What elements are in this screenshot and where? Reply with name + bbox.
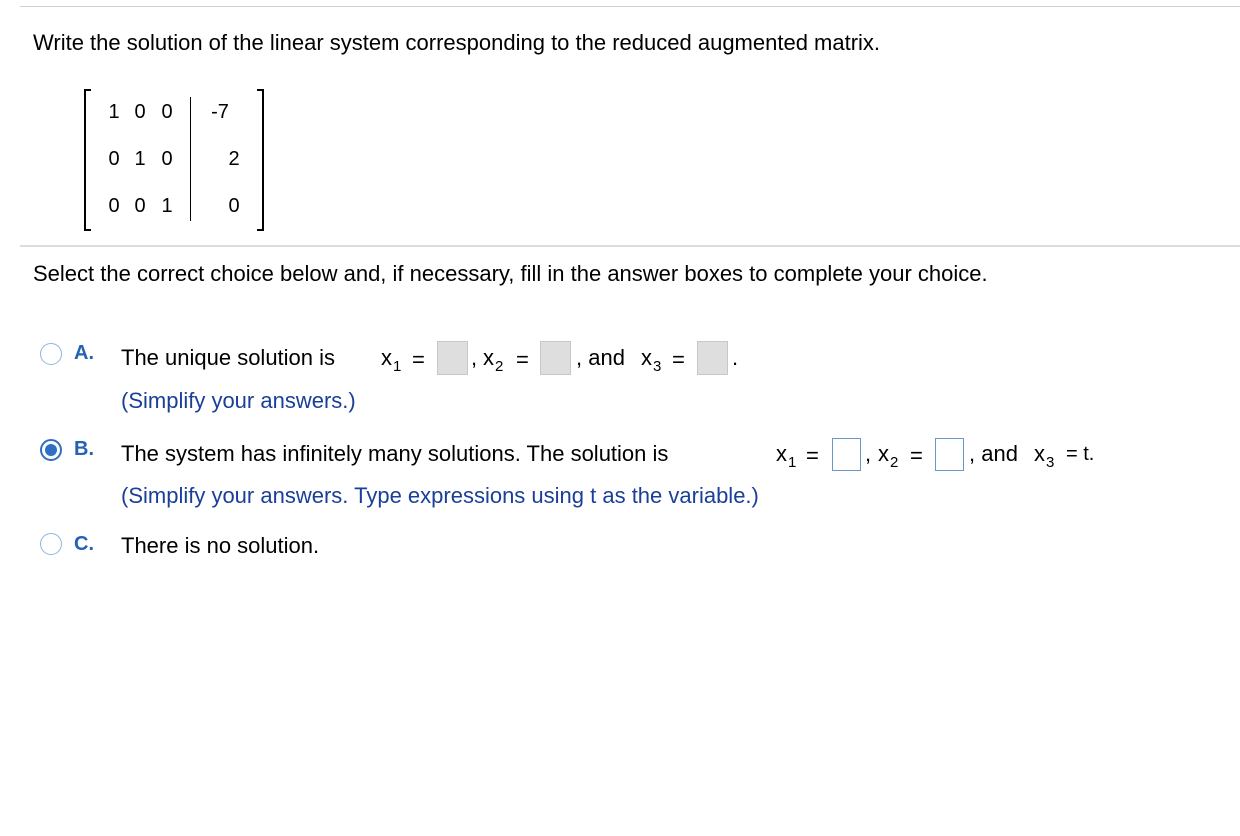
choice-a-text: The unique solution is	[121, 345, 336, 370]
matrix-augment-line	[190, 97, 191, 221]
choice-b-comma1: ,	[865, 441, 872, 466]
choice-b-x3-label: $x_3$	[1034, 441, 1055, 471]
choice-b-eq2: =	[910, 443, 923, 468]
matrix-cell: -7	[211, 101, 229, 123]
matrix-cell: 0	[108, 148, 120, 170]
choice-a-eq2: =	[516, 347, 529, 372]
choice-a-x3-label: $x_3$	[641, 345, 662, 375]
section-divider	[20, 245, 1240, 247]
choice-b-x2-label: $x_2$	[878, 441, 899, 471]
choice-a-x2-answer-box[interactable]	[540, 341, 571, 375]
choice-c-radio[interactable]	[40, 533, 62, 555]
matrix-cell: 1	[108, 101, 120, 123]
choice-a-x1-answer-box[interactable]	[437, 341, 468, 375]
matrix-cell: 0	[134, 195, 146, 217]
choice-b-hint: (Simplify your answers. Type expressions using t as the variable.)	[121, 483, 759, 508]
matrix-cell: 1	[134, 148, 146, 170]
matrix-cell: 1	[161, 195, 173, 217]
choice-a-hint: (Simplify your answers.)	[121, 388, 356, 413]
choice-c-text: There is no solution.	[121, 533, 320, 558]
instruction-text: Select the correct choice below and, if necessary, fill in the answer boxes to complete your choice.	[33, 261, 988, 286]
choice-a-period: .	[732, 345, 739, 370]
choice-b-suffix: = t.	[1066, 443, 1095, 465]
matrix-left-bracket	[84, 89, 91, 231]
choice-b-x2-answer-box[interactable]	[935, 438, 964, 471]
choice-a-x3-answer-box[interactable]	[697, 341, 728, 375]
choice-b-letter: B.	[74, 438, 94, 460]
choice-a-x1-label: $x_1$	[381, 345, 402, 375]
choice-a-comma1: ,	[471, 345, 478, 370]
top-divider	[20, 6, 1240, 7]
matrix-cell: 0	[228, 195, 240, 217]
choice-a-letter: A.	[74, 342, 94, 364]
choice-a-and: , and	[576, 345, 625, 370]
choice-b-and: , and	[969, 441, 1018, 466]
matrix-right-bracket	[257, 89, 264, 231]
choice-b-x1-label: $x_1$	[776, 441, 797, 471]
matrix-cell: 0	[161, 101, 173, 123]
choice-b-x1-answer-box[interactable]	[832, 438, 861, 471]
matrix-cell: 0	[161, 148, 173, 170]
choice-b-radio[interactable]	[40, 439, 62, 461]
choice-c-letter: C.	[74, 533, 94, 555]
choice-a-eq1: =	[412, 347, 425, 372]
augmented-matrix	[84, 89, 264, 231]
choice-b-text: The system has infinitely many solutions. The solution is	[121, 441, 669, 466]
choice-b-eq1: =	[806, 443, 819, 468]
matrix-cell: 0	[134, 101, 146, 123]
choice-a-eq3: =	[672, 347, 685, 372]
matrix-cell: 0	[108, 195, 120, 217]
radio-selected-dot	[45, 444, 57, 456]
choice-a-radio[interactable]	[40, 343, 62, 365]
question-text: Write the solution of the linear system corresponding to the reduced augmented matrix.	[33, 30, 881, 55]
choice-a-x2-label: $x_2$	[483, 345, 504, 375]
matrix-cell: 2	[228, 148, 240, 170]
